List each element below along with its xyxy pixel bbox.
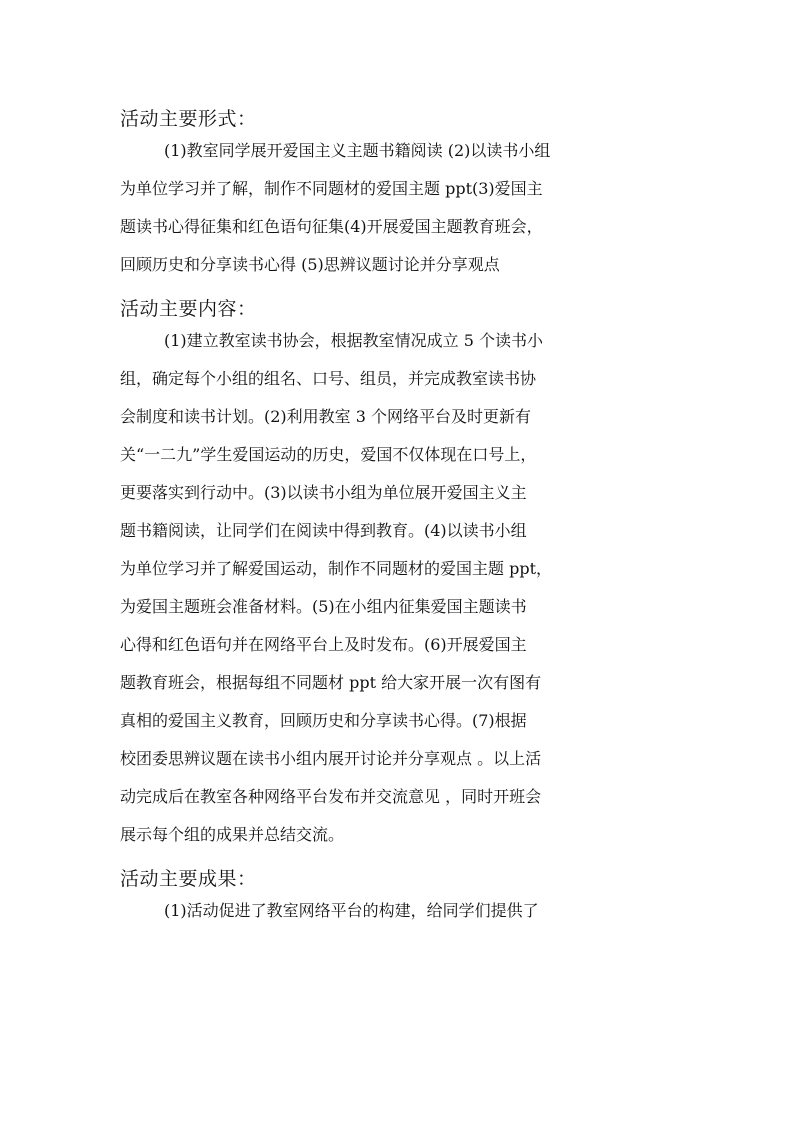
document-body <box>120 100 680 936</box>
paragraph-line: (1)活动促进了教室网络平台的构建，给同学们提供了 <box>164 901 539 920</box>
paragraph-line: 为爱国主题班会准备材料。(5)在小组内征集爱国主题读书 <box>120 597 527 616</box>
paragraph-line: 展示每个组的成果并总结交流。 <box>120 825 345 844</box>
paragraph-line: 更要落实到行动中。(3)以读书小组为单位展开爱国主义主 <box>120 483 527 502</box>
section-paragraph <box>120 898 680 936</box>
paragraph-line: 为单位学习并了解爱国运动，制作不同题材的爱国主题 ppt， <box>120 559 553 578</box>
paragraph-line: 真相的爱国主义教育，回顾历史和分享读书心得。(7)根据 <box>120 711 527 730</box>
paragraph-line: 题教育班会，根据每组不同题材 ppt 给大家开展一次有图有 <box>120 673 542 692</box>
section-paragraph <box>120 138 680 290</box>
paragraph-line: 为单位学习并了解，制作不同题材的爱国主题 ppt(3)爱国主 <box>120 179 543 198</box>
paragraph-line: 题读书心得征集和红色语句征集(4)开展爱国主题教育班会， <box>120 217 543 236</box>
paragraph-line: 校团委思辨议题在读书小组内展开讨论并分享观点 。以上活 <box>120 749 542 768</box>
paragraph-line: 动完成后在教室各种网络平台发布并交流意见 ，同时开班会 <box>120 787 542 806</box>
section-heading: 活动主要成果： <box>120 868 257 890</box>
paragraph-line: 会制度和读书计划。(2)利用教室 3 个网络平台及时更新有 <box>120 407 532 426</box>
paragraph-line: (1)建立教室读书协会，根据教室情况成立 5 个读书小 <box>164 331 544 350</box>
paragraph-line: 题书籍阅读，让同学们在阅读中得到教育。(4)以读书小组 <box>120 521 527 540</box>
section-forms <box>120 100 680 290</box>
paragraph-line: 关“一二九”学生爱国运动的历史，爱国不仅体现在口号上， <box>120 445 537 464</box>
section-results <box>120 860 680 936</box>
paragraph-line: 心得和红色语句并在网络平台上及时发布。(6)开展爱国主 <box>120 635 527 654</box>
section-heading: 活动主要形式： <box>120 108 257 130</box>
section-content <box>120 290 680 860</box>
paragraph-line: 组，确定每个小组的组名、口号、组员，并完成教室读书协 <box>120 369 537 388</box>
section-heading: 活动主要内容： <box>120 298 257 320</box>
paragraph-line: 回顾历史和分享读书心得 (5)思辨议题讨论并分享观点 <box>120 255 500 274</box>
paragraph-line: (1)教室同学展开爱国主义主题书籍阅读 (2)以读书小组 <box>164 141 551 160</box>
section-paragraph <box>120 328 680 860</box>
